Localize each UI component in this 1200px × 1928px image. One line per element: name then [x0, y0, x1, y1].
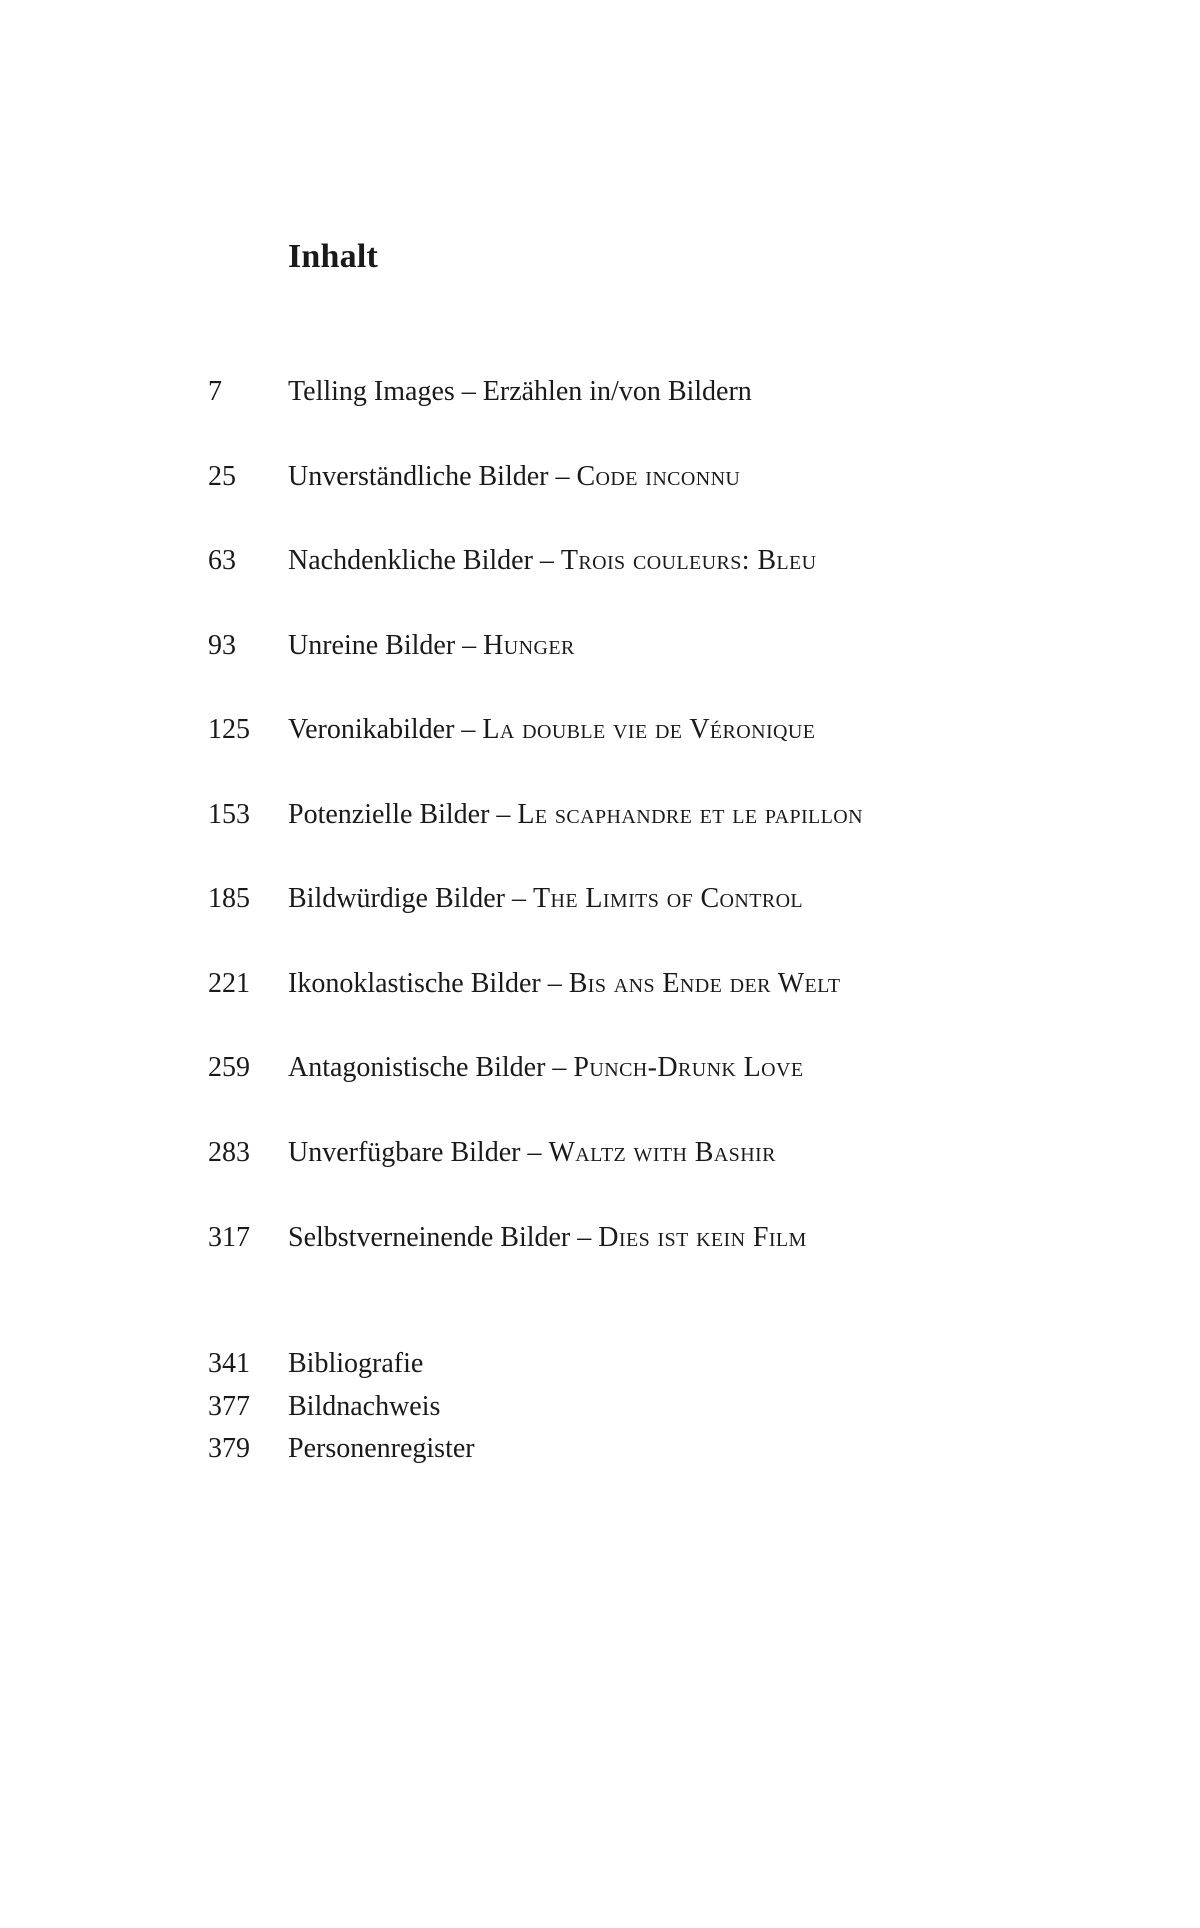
page-number: 25: [208, 461, 236, 492]
chapter-label: Veronikabilder –: [288, 714, 483, 745]
toc-entry: [0, 372, 1200, 412]
toc-entry: [0, 1133, 1200, 1173]
chapter-label: Unverfügbare Bilder –: [288, 1137, 549, 1168]
page-number: 259: [208, 1052, 250, 1083]
page-number: 341: [208, 1348, 250, 1379]
chapter-label: Potenzielle Bilder –: [288, 799, 518, 830]
film-title: Bis ans Ende der Welt: [568, 968, 841, 999]
page-number: 153: [208, 799, 250, 830]
appendix-entry: [0, 1344, 1200, 1384]
chapter-title: [288, 1133, 776, 1173]
appendix-entry: [0, 1429, 1200, 1469]
chapter-title: [288, 710, 815, 750]
chapter-title: [288, 879, 803, 919]
toc-entry: [0, 964, 1200, 1004]
appendix-title: Personenregister: [288, 1433, 475, 1464]
chapter-title: [288, 795, 863, 835]
chapter-label: Telling Images – Erzählen in/von Bildern: [288, 376, 752, 407]
chapter-label: Bildwürdige Bilder –: [288, 883, 533, 914]
chapter-title: [288, 1218, 807, 1258]
page-title: Inhalt: [288, 238, 379, 275]
film-title: Trois couleurs: Bleu: [560, 545, 817, 576]
toc-entry: [0, 626, 1200, 666]
film-title: Code inconnu: [576, 461, 741, 492]
film-title: Hunger: [483, 630, 575, 661]
page-number: 283: [208, 1137, 250, 1168]
toc-entry: [0, 879, 1200, 919]
chapter-label: Unreine Bilder –: [288, 630, 484, 661]
toc-entry: [0, 1218, 1200, 1258]
film-title: Punch-Drunk Love: [573, 1052, 804, 1083]
chapter-label: Antagonistische Bilder –: [288, 1052, 574, 1083]
toc-entry: [0, 710, 1200, 750]
film-title: Dies ist kein Film: [598, 1222, 807, 1253]
page-number: 185: [208, 883, 250, 914]
chapter-title: [288, 964, 841, 1004]
toc-entry: [0, 795, 1200, 835]
film-title: Waltz with Bashir: [548, 1137, 776, 1168]
appendix-entry: [0, 1387, 1200, 1427]
chapter-label: Nachdenkliche Bilder –: [288, 545, 561, 576]
page-number: 125: [208, 714, 250, 745]
film-title: Le scaphandre et le papillon: [517, 799, 863, 830]
toc-entry: [0, 541, 1200, 581]
appendix-title: Bibliografie: [288, 1348, 424, 1379]
toc-entry: [0, 1048, 1200, 1088]
chapter-title: [288, 372, 752, 412]
chapter-label: Ikonoklastische Bilder –: [288, 968, 569, 999]
film-title: La double vie de Véronique: [482, 714, 816, 745]
chapter-title: [288, 626, 575, 666]
chapter-title: [288, 541, 816, 581]
film-title: The Limits of Control: [532, 883, 804, 914]
page-number: 7: [208, 376, 222, 407]
chapter-title: [288, 457, 740, 497]
chapter-label: Unverständliche Bilder –: [288, 461, 577, 492]
page-number: 317: [208, 1222, 250, 1253]
chapter-label: Selbstverneinende Bilder –: [288, 1222, 599, 1253]
toc-entry: [0, 457, 1200, 497]
appendix-title: Bildnachweis: [288, 1391, 441, 1422]
page-number: 221: [208, 968, 250, 999]
page-number: 377: [208, 1391, 250, 1422]
page-number: 93: [208, 630, 236, 661]
page-number: 63: [208, 545, 236, 576]
chapter-title: [288, 1048, 803, 1088]
page-number: 379: [208, 1433, 250, 1464]
